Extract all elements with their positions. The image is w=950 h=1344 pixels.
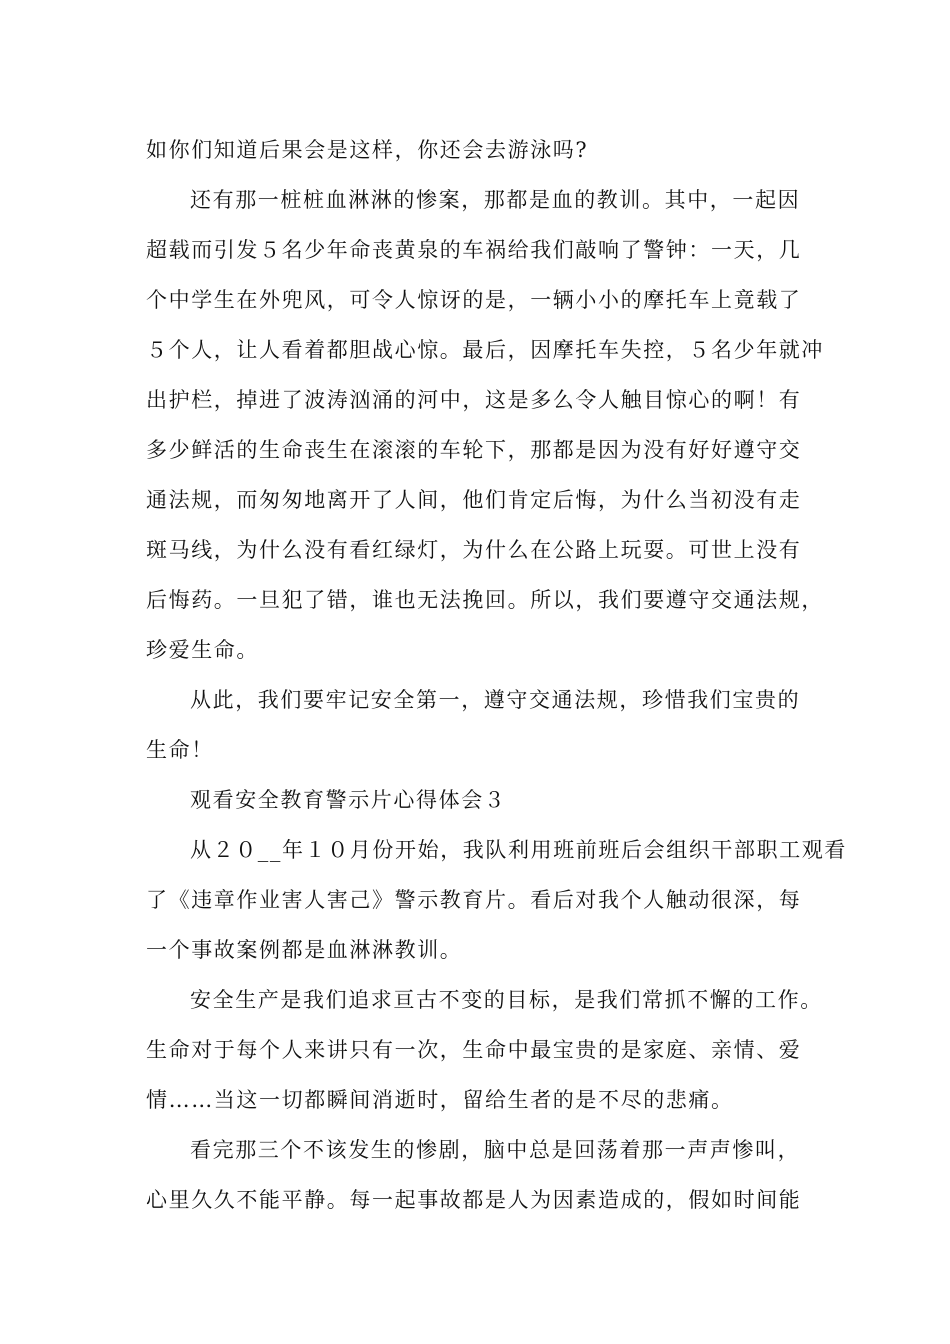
paragraph-line: 从２０__年１０月份开始，我队利用班前班后会组织干部职工观看 xyxy=(190,838,847,862)
paragraph-line: 出护栏，掉进了波涛汹涌的河中，这是多么令人触目惊心的啊！有 xyxy=(146,388,802,412)
paragraph-line: 多少鲜活的生命丧生在滚滚的车轮下，那都是因为没有好好遵守交 xyxy=(146,438,802,462)
paragraph-line: 如你们知道后果会是这样，你还会去游泳吗? xyxy=(146,138,589,162)
paragraph-line: 后悔药。一旦犯了错，谁也无法挽回。所以，我们要遵守交通法规， xyxy=(146,588,824,612)
paragraph-line: ５个人，让人看着都胆战心惊。最后，因摩托车失控，５名少年就冲 xyxy=(146,338,824,362)
paragraph-line: 了《违章作业害人害己》警示教育片。看后对我个人触动很深，每 xyxy=(146,888,802,912)
paragraph-line: 从此，我们要牢记安全第一，遵守交通法规，珍惜我们宝贵的 xyxy=(190,688,801,712)
paragraph-line: 斑马线，为什么没有看红绿灯，为什么在公路上玩耍。可世上没有 xyxy=(146,538,802,562)
paragraph-line: 珍爱生命。 xyxy=(146,638,259,662)
paragraph-line: 情……当这一切都瞬间消逝时，留给生者的是不尽的悲痛。 xyxy=(146,1088,734,1112)
paragraph-line: 心里久久不能平静。每一起事故都是人为因素造成的，假如时间能 xyxy=(146,1188,802,1212)
paragraph-line: 通法规，而匆匆地离开了人间，他们肯定后悔，为什么当初没有走 xyxy=(146,488,802,512)
paragraph-line: 超载而引发５名少年命丧黄泉的车祸给我们敲响了警钟：一天，几 xyxy=(146,238,802,262)
paragraph-line: 一个事故案例都是血淋淋教训。 xyxy=(146,938,463,962)
paragraph-line: 生命！ xyxy=(146,738,214,762)
paragraph-line: 个中学生在外兜风，可令人惊讶的是，一辆小小的摩托车上竟载了 xyxy=(146,288,802,312)
paragraph-line: 看完那三个不该发生的惨剧，脑中总是回荡着那一声声惨叫， xyxy=(190,1138,801,1162)
paragraph-line: 生命对于每个人来讲只有一次，生命中最宝贵的是家庭、亲情、爱 xyxy=(146,1038,802,1062)
paragraph-line: 安全生产是我们追求亘古不变的目标，是我们常抓不懈的工作。 xyxy=(190,988,823,1012)
section-heading: 观看安全教育警示片心得体会３ xyxy=(190,788,507,812)
paragraph-line: 还有那一桩桩血淋淋的惨案，那都是血的教训。其中，一起因 xyxy=(190,188,801,212)
